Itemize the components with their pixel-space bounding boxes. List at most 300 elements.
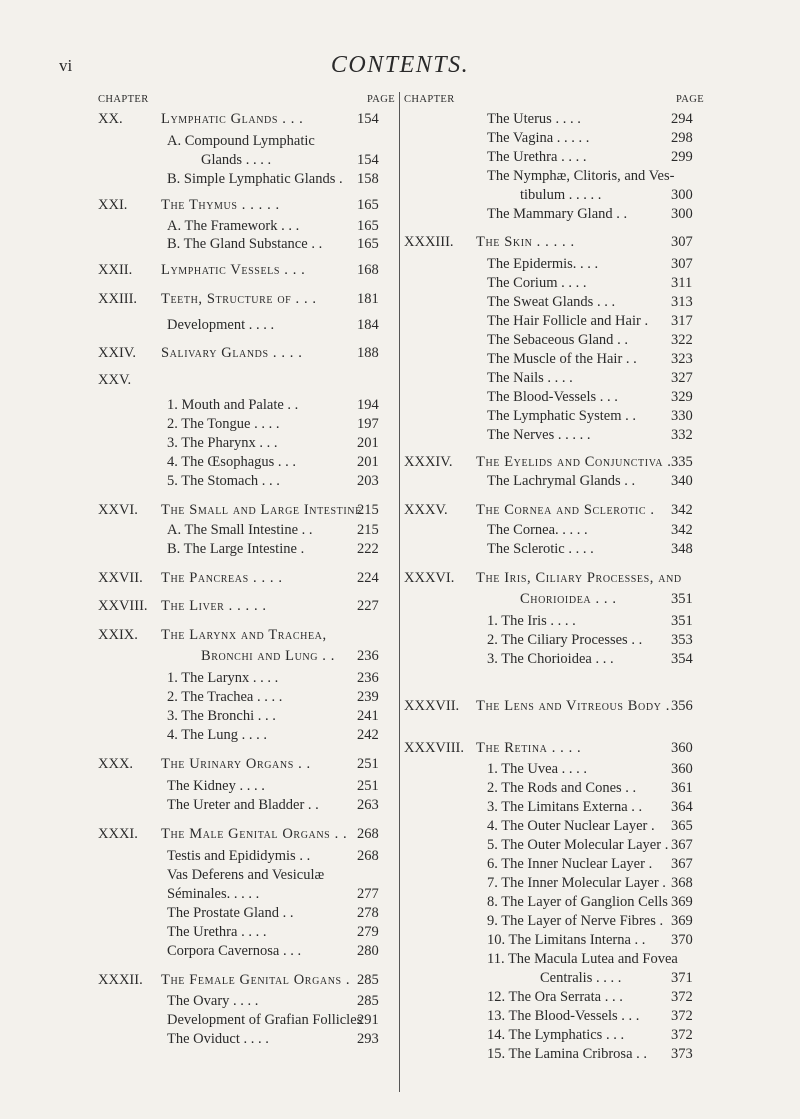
entry-title: The Female Genital Organs: [161, 972, 342, 988]
entry-title: The Urethra: [167, 924, 238, 940]
entry-title: The Lymphatic System: [487, 408, 622, 424]
leader-dots: .: [644, 856, 653, 872]
leader-dots: . . .: [278, 111, 304, 127]
entry-title: 7. The Inner Molecular Layer: [487, 875, 659, 891]
toc-entry: [487, 612, 576, 630]
toc-entry: [487, 650, 614, 668]
entry-title: The Prostate Gland: [167, 905, 279, 921]
page-ref: 268: [357, 826, 379, 842]
leader-dots: . . . .: [242, 152, 272, 168]
toc-entry: [201, 647, 335, 665]
entry-title: 3. The Pharynx: [167, 435, 256, 451]
leader-dots: . . .: [602, 1027, 625, 1043]
toc-entry: [487, 988, 623, 1006]
page-ref: 154: [357, 152, 379, 168]
chapter-number: XXXVII.: [404, 698, 460, 714]
leader-dots: .: [655, 913, 664, 929]
entry-title: The Oviduct: [167, 1031, 240, 1047]
page-ref: 215: [357, 522, 379, 538]
leader-dots: .: [661, 837, 669, 853]
leader-dots: . . . .: [551, 111, 581, 127]
entry-title: Development of Grafian Follicles: [167, 1012, 363, 1028]
page-ref: 371: [671, 970, 693, 986]
page-ref: 329: [671, 389, 693, 405]
leader-dots: . . . .: [546, 613, 576, 629]
chapter-number: XXXI.: [98, 826, 138, 842]
toc-entry: [487, 874, 666, 892]
entry-title: Development: [167, 317, 246, 333]
leader-dots: . . .: [258, 473, 280, 489]
column-divider: [399, 92, 400, 1092]
toc-entry: [487, 312, 648, 330]
entry-title: The Nails: [487, 370, 544, 386]
page-ref: 360: [671, 761, 693, 777]
leader-dots: . . . . .: [224, 598, 267, 614]
toc-entry: [476, 453, 672, 471]
entry-title: The Larynx and Trachea,: [161, 627, 327, 643]
entry-title: The Hair Follicle and Hair: [487, 313, 641, 329]
entry-title: The Nymphæ, Clitoris, and Ves-: [487, 168, 675, 184]
leader-dots: . .: [621, 780, 637, 796]
leader-dots: . .: [621, 408, 637, 424]
leader-dots: . . . . .: [237, 197, 280, 213]
leader-dots: . . . .: [592, 970, 622, 986]
toc-entry: [167, 316, 274, 334]
leader-dots: .: [296, 541, 305, 557]
page-ref: 364: [671, 799, 693, 815]
left-page-header: PAGE: [367, 94, 396, 105]
leader-dots: . . .: [280, 262, 306, 278]
leader-dots: . . . .: [557, 275, 587, 291]
page-ref: 158: [357, 171, 379, 187]
toc-entry: [487, 798, 642, 816]
right-page-header: PAGE: [676, 94, 705, 105]
chapter-number: XXXVIII.: [404, 740, 464, 756]
entry-title: The Kidney: [167, 778, 236, 794]
toc-entry: [167, 707, 276, 725]
chapter-number: XXIX.: [98, 627, 138, 643]
leader-dots: . . . .: [558, 761, 587, 777]
toc-entry: [520, 590, 617, 608]
page-ref: 372: [671, 989, 693, 1005]
leader-dots: . .: [293, 756, 311, 772]
leader-dots: . . . .: [229, 993, 259, 1009]
page-ref: 369: [671, 894, 693, 910]
toc-entry: [487, 331, 628, 349]
toc-entry: [161, 110, 303, 128]
leader-dots: . .: [298, 522, 313, 538]
page-ref: 242: [357, 727, 379, 743]
toc-entry: [487, 817, 655, 835]
page-ref: 365: [671, 818, 693, 834]
page-ref: 188: [357, 345, 379, 361]
toc-entry: [167, 396, 298, 414]
right-chapter-header: CHAPTER: [404, 94, 455, 105]
toc-entry: [167, 434, 278, 452]
leader-dots: . . .: [255, 435, 278, 451]
page-title: CONTENTS.: [330, 52, 470, 78]
page-ref: 367: [671, 837, 693, 853]
toc-entry: [167, 540, 304, 558]
page-ref: 332: [671, 427, 693, 443]
page-ref: 372: [671, 1027, 693, 1043]
page-ref: 351: [671, 613, 693, 629]
page-ref: 307: [671, 256, 693, 272]
entry-title: The Muscle of the Hair: [487, 351, 623, 367]
toc-entry: [487, 1007, 639, 1025]
leader-dots: . . .: [591, 591, 617, 607]
page-ref: 368: [671, 875, 693, 891]
page-ref: 300: [671, 206, 693, 222]
toc-entry: [167, 796, 319, 814]
page-ref: 293: [357, 1031, 379, 1047]
leader-dots: . .: [613, 332, 628, 348]
page-number: vi: [59, 56, 73, 75]
entry-title: 1. The Iris: [487, 613, 547, 629]
toc-entry: [167, 847, 310, 865]
entry-title: 4. The Outer Nuclear Layer: [487, 818, 648, 834]
toc-entry: [487, 388, 618, 406]
entry-title: 3. The Chorioidea: [487, 651, 592, 667]
toc-entry: [167, 992, 258, 1010]
toc-entry: [161, 290, 317, 308]
entry-title: The Retina: [476, 740, 548, 756]
entry-title: The Liver: [161, 598, 225, 614]
leader-dots: . .: [632, 1046, 648, 1062]
toc-entry: [161, 971, 350, 989]
chapter-number: XXI.: [98, 197, 128, 213]
chapter-number: XXXIII.: [404, 234, 454, 250]
toc-entry: [161, 344, 302, 362]
entry-title: Bronchi and Lung: [201, 648, 319, 664]
page-ref: 353: [671, 632, 693, 648]
leader-dots: . . .: [617, 1008, 640, 1024]
leader-dots: . .: [627, 799, 643, 815]
toc-entry: [167, 688, 282, 706]
entry-title: 2. The Trachea: [167, 689, 254, 705]
page-ref: 165: [357, 218, 379, 234]
toc-entry: [487, 369, 573, 387]
leader-dots: . .: [330, 826, 348, 842]
toc-entry: [487, 893, 668, 911]
entry-title: The Ureter and Bladder: [167, 797, 305, 813]
page-ref: 181: [357, 291, 379, 307]
toc-entry: [540, 969, 621, 987]
page-ref: 165: [357, 197, 379, 213]
leader-dots: . .: [278, 905, 294, 921]
entry-title: The Corium: [487, 275, 558, 291]
leader-dots: . . . .: [547, 740, 582, 756]
toc-entry: [487, 521, 588, 539]
entry-title: tibulum: [520, 187, 566, 203]
toc-entry: [161, 261, 305, 279]
toc-entry: [167, 453, 296, 471]
leader-dots: . . .: [254, 708, 276, 724]
entry-title: B. The Gland Substance: [167, 236, 308, 252]
entry-title: The Lachrymal Glands: [487, 473, 621, 489]
entry-title: 1. The Uvea: [487, 761, 558, 777]
page-ref: 342: [671, 522, 693, 538]
toc-entry: [487, 760, 587, 778]
entry-title: The Small and Large Intestine: [161, 502, 362, 518]
entry-title: The Male Genital Organs: [161, 826, 331, 842]
entry-title: The Eyelids and Conjunctiva: [476, 454, 664, 470]
leader-dots: . . .: [591, 651, 614, 667]
toc-entry: [167, 415, 279, 433]
page-ref: 241: [357, 708, 379, 724]
toc-entry: [167, 904, 293, 922]
leader-dots: . . . .: [250, 416, 280, 432]
chapter-number: XXVII.: [98, 570, 143, 586]
page-ref: 322: [671, 332, 693, 348]
leader-dots: .: [341, 972, 351, 988]
toc-entry: [487, 931, 645, 949]
toc-entry: [167, 885, 259, 903]
chapter-number: XXIV.: [98, 345, 136, 361]
page-ref: 313: [671, 294, 693, 310]
leader-dots: .: [646, 502, 655, 518]
leader-dots: . .: [630, 932, 646, 948]
entry-title: B. The Large Intestine: [167, 541, 297, 557]
entry-title: Vas Deferens and Vesiculæ: [167, 867, 325, 883]
entry-title: A. Compound Lymphatic: [167, 133, 315, 149]
toc-entry: [487, 912, 663, 930]
entry-title: 2. The Tongue: [167, 416, 251, 432]
toc-entry: [487, 855, 652, 873]
toc-entry: [487, 148, 586, 166]
entry-title: The Nerves: [487, 427, 555, 443]
leader-dots: . . . . .: [565, 187, 602, 203]
entry-title: B. Simple Lymphatic Glands: [167, 171, 336, 187]
toc-entry: [487, 293, 615, 311]
toc-entry: [161, 626, 327, 644]
chapter-number: XXXV.: [404, 502, 448, 518]
leader-dots: .: [661, 698, 670, 714]
entry-title: The Thymus: [161, 197, 238, 213]
toc-entry: [476, 739, 581, 757]
entry-title: 1. The Larynx: [167, 670, 250, 686]
entry-title: 3. The Bronchi: [167, 708, 255, 724]
entry-title: Corpora Cavernosa: [167, 943, 280, 959]
page-ref: 340: [671, 473, 693, 489]
leader-dots: . . .: [279, 943, 302, 959]
toc-entry: [476, 501, 655, 519]
entry-title: The Sclerotic: [487, 541, 565, 557]
entry-title: Salivary Glands: [161, 345, 269, 361]
entry-title: 4. The Œsophagus: [167, 454, 275, 470]
page-ref: 194: [357, 397, 379, 413]
leader-dots: . .: [620, 473, 636, 489]
entry-title: The Skin: [476, 234, 533, 250]
page-ref: 367: [671, 856, 693, 872]
chapter-number: XXIII.: [98, 291, 138, 307]
leader-dots: . . . .: [238, 727, 268, 743]
entry-title: The Epidermis: [487, 256, 573, 272]
page-ref: 236: [357, 670, 379, 686]
leader-dots: . . . . .: [553, 130, 590, 146]
leader-dots: . . . . .: [532, 234, 575, 250]
toc-entry: [487, 426, 590, 444]
toc-entry: [167, 669, 278, 687]
page-ref: 373: [671, 1046, 693, 1062]
page-ref: 263: [357, 797, 379, 813]
page-ref: 299: [671, 149, 693, 165]
chapter-number: XX.: [98, 111, 123, 127]
entry-title: Séminales.: [167, 886, 231, 902]
leader-dots: . . . .: [237, 924, 267, 940]
chapter-number: XXXIV.: [404, 454, 453, 470]
page-ref: 184: [357, 317, 379, 333]
entry-title: The Sebaceous Gland: [487, 332, 614, 348]
page-ref: 348: [671, 541, 693, 557]
entry-title: The Mammary Gland: [487, 206, 613, 222]
page-ref: 197: [357, 416, 379, 432]
entry-title: 11. The Macula Lutea and Fovea: [487, 951, 678, 967]
toc-entry: [487, 836, 668, 854]
leader-dots: . . . .: [249, 670, 279, 686]
entry-title: The Urethra: [487, 149, 558, 165]
entry-title: 3. The Limitans Externa: [487, 799, 628, 815]
page-ref: 277: [357, 886, 379, 902]
page-ref: 369: [671, 913, 693, 929]
chapter-number: XXII.: [98, 262, 133, 278]
entry-title: 9. The Layer of Nerve Fibres: [487, 913, 656, 929]
page-ref: 317: [671, 313, 693, 329]
entry-title: Chorioidea: [520, 591, 592, 607]
entry-title: Lymphatic Glands: [161, 111, 279, 127]
page-ref: 354: [671, 651, 693, 667]
entry-title: The Vagina: [487, 130, 554, 146]
leader-dots: . . .: [277, 218, 300, 234]
page-ref: 294: [671, 111, 693, 127]
page-ref: 327: [671, 370, 693, 386]
leader-dots: . . .: [593, 294, 616, 310]
entry-title: 2. The Rods and Cones: [487, 780, 622, 796]
toc-entry: [487, 205, 627, 223]
page-ref: 215: [357, 502, 379, 518]
page-ref: 285: [357, 993, 379, 1009]
leader-dots: . . . .: [543, 370, 573, 386]
entry-title: Teeth, Structure of: [161, 291, 292, 307]
page-ref: 311: [671, 275, 693, 291]
entry-title: Testis and Epididymis: [167, 848, 296, 864]
toc-entry: [520, 186, 601, 204]
entry-title: 4. The Lung: [167, 727, 239, 743]
page-ref: 356: [671, 698, 693, 714]
toc-entry: [167, 942, 301, 960]
toc-entry: [161, 501, 362, 519]
entry-title: A. The Framework: [167, 218, 278, 234]
page-ref: 360: [671, 740, 693, 756]
page-ref: 222: [357, 541, 379, 557]
entry-title: 5. The Stomach: [167, 473, 259, 489]
entry-title: 10. The Limitans Interna: [487, 932, 631, 948]
chapter-number: XXVIII.: [98, 598, 148, 614]
leader-dots: . . . .: [245, 317, 275, 333]
entry-title: The Ovary: [167, 993, 230, 1009]
page-ref: 291: [357, 1012, 379, 1028]
leader-dots: . . . .: [572, 256, 599, 272]
toc-entry: [487, 407, 636, 425]
page-ref: 298: [671, 130, 693, 146]
chapter-number: XXXII.: [98, 972, 143, 988]
leader-dots: . . .: [291, 291, 317, 307]
leader-dots: .: [663, 454, 672, 470]
page-ref: 251: [357, 756, 379, 772]
toc-entry: [167, 923, 266, 941]
toc-entry: [167, 726, 267, 744]
leader-dots: . . . .: [248, 570, 283, 586]
page-ref: 279: [357, 924, 379, 940]
toc-entry: [167, 521, 313, 539]
page-ref: 300: [671, 187, 693, 203]
leader-dots: . . . . .: [554, 427, 591, 443]
toc-entry: [487, 1045, 647, 1063]
page-ref: 342: [671, 502, 693, 518]
leader-dots: . . . .: [253, 689, 283, 705]
leader-dots: . .: [283, 397, 299, 413]
chapter-number: XXX.: [98, 756, 134, 772]
toc-entry: [487, 950, 678, 968]
toc-entry: [487, 631, 642, 649]
page-ref: 251: [357, 778, 379, 794]
toc-entry: [476, 697, 670, 715]
leader-dots: . .: [622, 351, 637, 367]
toc-entry: [487, 472, 635, 490]
entry-title: The Urinary Organs: [161, 756, 294, 772]
page-ref: 236: [357, 648, 379, 664]
page-ref: 165: [357, 236, 379, 252]
leader-dots: . . .: [274, 454, 297, 470]
leader-dots: . .: [318, 648, 335, 664]
page-ref: 323: [671, 351, 693, 367]
leader-dots: . .: [612, 206, 628, 222]
toc-entry: [161, 755, 311, 773]
page-ref: 307: [671, 234, 693, 250]
entry-title: The Cornea and Sclerotic: [476, 502, 647, 518]
toc-entry: [167, 1011, 362, 1029]
toc-entry: [161, 196, 280, 214]
leader-dots: . .: [307, 236, 323, 252]
toc-entry: [167, 170, 343, 188]
page-ref: 372: [671, 1008, 693, 1024]
leader-dots: .: [335, 171, 343, 187]
entry-title: A. The Small Intestine: [167, 522, 299, 538]
page-ref: 201: [357, 435, 379, 451]
toc-entry: [167, 866, 324, 884]
toc-entry: [167, 217, 299, 235]
entry-title: 5. The Outer Molecular Layer: [487, 837, 662, 853]
page-ref: 351: [671, 591, 693, 607]
toc-entry: [487, 350, 637, 368]
toc-entry: [487, 274, 586, 292]
entry-title: The Sweat Glands: [487, 294, 594, 310]
toc-entry: [487, 110, 581, 128]
toc-entry: [167, 132, 315, 150]
leader-dots: . . . .: [564, 541, 594, 557]
leader-dots: .: [647, 818, 655, 834]
entry-title: Lymphatic Vessels: [161, 262, 281, 278]
toc-entry: [487, 167, 674, 185]
leader-dots: . . .: [596, 389, 618, 405]
leader-dots: . . .: [601, 989, 623, 1005]
leader-dots: . . . .: [239, 1031, 269, 1047]
entry-title: The Uterus: [487, 111, 552, 127]
page-ref: 203: [357, 473, 379, 489]
leader-dots: . . . .: [268, 345, 303, 361]
entry-title: The Lens and Vitreous Body: [476, 698, 662, 714]
page-ref: 154: [357, 111, 379, 127]
